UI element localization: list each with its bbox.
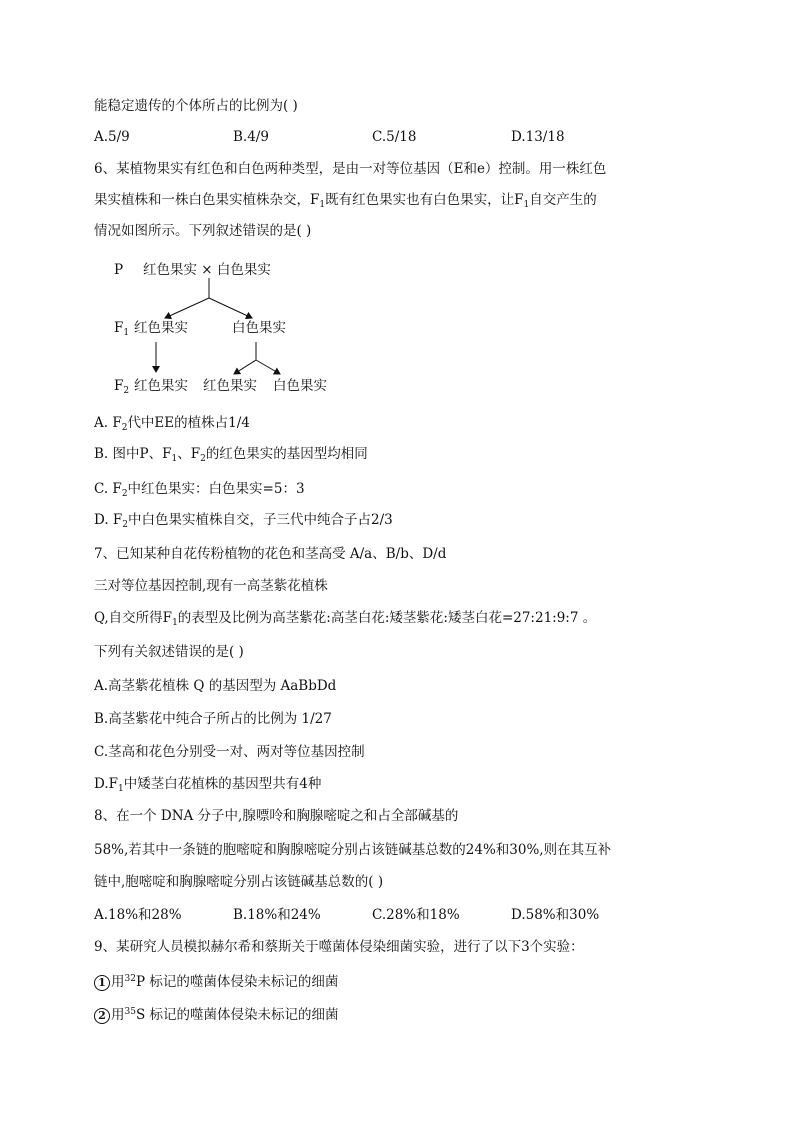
q9-stem-line1: 9、某研究人员模拟赫尔希和蔡斯关于噬菌体侵染细菌实验，进行了以下3个实验： [94, 939, 584, 955]
p-generation-branch-lines [165, 278, 252, 318]
q6-stem-line1: 6、某植物果实有红色和白色两种类型，是由一对等位基因（E和e）控制。用一株红色 [94, 161, 607, 177]
q5-stem-tail: 能稳定遗传的个体所占的比例为( ) [94, 98, 298, 114]
f1-red-fruit: 红色果实 [134, 320, 188, 336]
q8-option-d: D.58%和30% [511, 907, 600, 923]
f2-red-fruit-1: 红色果实 [134, 378, 188, 394]
q6-option-b: B. 图中P、$F_1$、$F_2$的红色果实的基因型均相同 [94, 446, 368, 464]
q7-stem-line2: 三对等位基因控制,现有一高茎紫花植株 [94, 578, 328, 594]
q5-option-c: C.5/18 [372, 129, 417, 145]
q7-option-a: A.高茎紫花植株 Q 的基因型为 AaBbDd [94, 678, 337, 694]
f1-white-branch-lines [234, 342, 280, 374]
f1-white-fruit: 白色果实 [232, 320, 286, 336]
q7-option-b: B.高茎紫花中纯合子所占的比例为 1/27 [94, 711, 332, 727]
p-cross-text: 红色果实 × 白色果实 [143, 262, 271, 278]
q8-stem-line1: 8、在一个 DNA 分子中,腺嘌呤和胸腺嘧啶之和占全部碱基的 [94, 808, 459, 824]
q7-option-d: $D.F_1$中矮茎白花植株的基因型共有4种 [94, 776, 322, 794]
q5-option-d: D.13/18 [511, 129, 565, 145]
q6-stem-line3: 情况如图所示。下列叙述错误的是( ) [94, 223, 312, 239]
q6-option-d: D. $F_2$中白色果实植株自交，子三代中纯合子占2/3 [94, 512, 393, 530]
q6-stem-line2: 果实植株和一株白色果实植株杂交，$F_1$既有红色果实也有白色果实，让$F_1$自交产生的 [94, 192, 597, 210]
q9-item-2: 2 用$^{35}$S 标记的噬菌体侵染未标记的细菌 [94, 1003, 339, 1024]
q7-stem-line1: 7、已知某种自花传粉植物的花色和茎高受 A/a、B/b、D/d [94, 546, 447, 562]
q7-option-c: C.茎高和花色分别受一对、两对等位基因控制 [94, 744, 365, 760]
q8-option-a: A.18%和28% [94, 907, 182, 923]
q5-option-a: A.5/9 [94, 129, 130, 145]
f1-generation-label: $F_1$ [114, 320, 130, 338]
f2-red-fruit-2: 红色果实 [203, 378, 257, 394]
q6-option-a: A. $F_2$代中EE的植株占1/4 [94, 415, 250, 433]
q8-stem-line3: 链中,胞嘧啶和胸腺嘧啶分别占该链碱基总数的( ) [94, 874, 384, 890]
q7-stem-line4: 下列有关叙述错误的是( ) [94, 644, 244, 660]
q8-option-b: B.18%和24% [233, 907, 321, 923]
f2-white-fruit: 白色果实 [273, 378, 327, 394]
q8-stem-line2: 58%,若其中一条链的胞嘧啶和胸腺嘧啶分别占该链碱基总数的24%和30%,则在其互补 [94, 842, 612, 858]
q5-option-b: B.4/9 [233, 129, 269, 145]
p-generation-label: P [114, 262, 124, 278]
f2-generation-label: $F_2$ [114, 378, 130, 396]
circled-number-2: 2 [94, 1008, 110, 1024]
circled-number-1: 1 [94, 975, 110, 991]
q8-option-c: C.28%和18% [372, 907, 460, 923]
q9-item-1: 1 用$^{32}$P 标记的噬菌体侵染未标记的细菌 [94, 970, 338, 991]
q6-option-c: C. $F_2$中红色果实：白色果实=5：3 [94, 481, 305, 499]
q7-stem-line3: Q,自交所得$F_1$的表型及比例为高茎紫花:高茎白花:矮茎紫花:矮茎白花=27:21:9:7 。 [94, 610, 597, 628]
